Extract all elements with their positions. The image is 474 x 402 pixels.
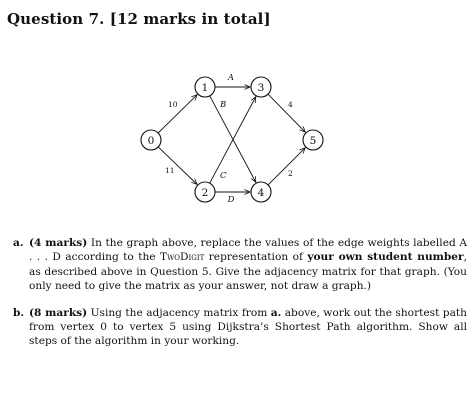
node-5 bbox=[303, 130, 323, 150]
node-label-0: 0 bbox=[147, 135, 155, 147]
part-a-marks: (4 marks) bbox=[29, 237, 88, 249]
node-label-1: 1 bbox=[201, 82, 209, 94]
part-a-bold: your own student number bbox=[307, 251, 464, 264]
edge-weight-3-5: 4 bbox=[288, 100, 293, 109]
node-1 bbox=[195, 77, 215, 97]
edge-weight-2-4: D bbox=[227, 195, 235, 205]
part-b-text-1: Using the adjacency matrix from bbox=[87, 306, 271, 319]
node-label-4: 4 bbox=[257, 187, 265, 199]
question-parts bbox=[7, 236, 467, 361]
edge-weight-0-1: 10 bbox=[168, 100, 178, 109]
edge-3-5 bbox=[268, 94, 305, 132]
part-a-text bbox=[29, 236, 467, 294]
part-b-marks: (8 marks) bbox=[29, 306, 88, 319]
part-b-text-2: above, work out the shortest path from vertex 0 to vertex 5 using Dijkstra’s Shortest Path algorithm. Show all steps of the algorithm in your working. bbox=[29, 306, 467, 348]
edge-0-1 bbox=[158, 95, 197, 133]
part-a bbox=[7, 236, 467, 294]
edge-weight-1-3: A bbox=[227, 73, 235, 83]
edge-weight-4-5: 2 bbox=[288, 169, 293, 178]
question-heading: Question 7. [12 marks in total] bbox=[7, 10, 271, 28]
part-a-text-1: In the graph above, replace the values of the edge weights labelled A . . . D according to the bbox=[29, 237, 468, 264]
node-label-5: 5 bbox=[309, 135, 317, 147]
edge-weight-1-4: B bbox=[220, 100, 227, 110]
node-label-2: 2 bbox=[201, 187, 209, 199]
part-a-letter: a. bbox=[13, 237, 24, 249]
part-b-text bbox=[29, 306, 467, 349]
part-b-letter: b. bbox=[13, 306, 25, 319]
node-3 bbox=[251, 77, 271, 97]
graph-nodes bbox=[141, 77, 323, 202]
edge-weight-0-2: 11 bbox=[165, 166, 175, 175]
part-a-text-2: representation of bbox=[204, 251, 308, 264]
node-2 bbox=[195, 182, 215, 202]
graph-edges bbox=[158, 73, 305, 205]
edge-4-5 bbox=[268, 148, 305, 185]
edge-weight-2-3: C bbox=[220, 171, 227, 181]
part-b bbox=[7, 306, 467, 349]
part-a-twodigit: TwoDigit bbox=[160, 251, 205, 264]
node-label-3: 3 bbox=[257, 82, 265, 94]
node-0 bbox=[141, 130, 161, 150]
node-4 bbox=[251, 182, 271, 202]
part-a-text-3: , as described above in Question 5. Give the adjacency matrix for that graph. (You only need to give the matrix as your answer, not draw a graph.) bbox=[29, 251, 467, 293]
part-b-bold: a. bbox=[270, 306, 282, 319]
